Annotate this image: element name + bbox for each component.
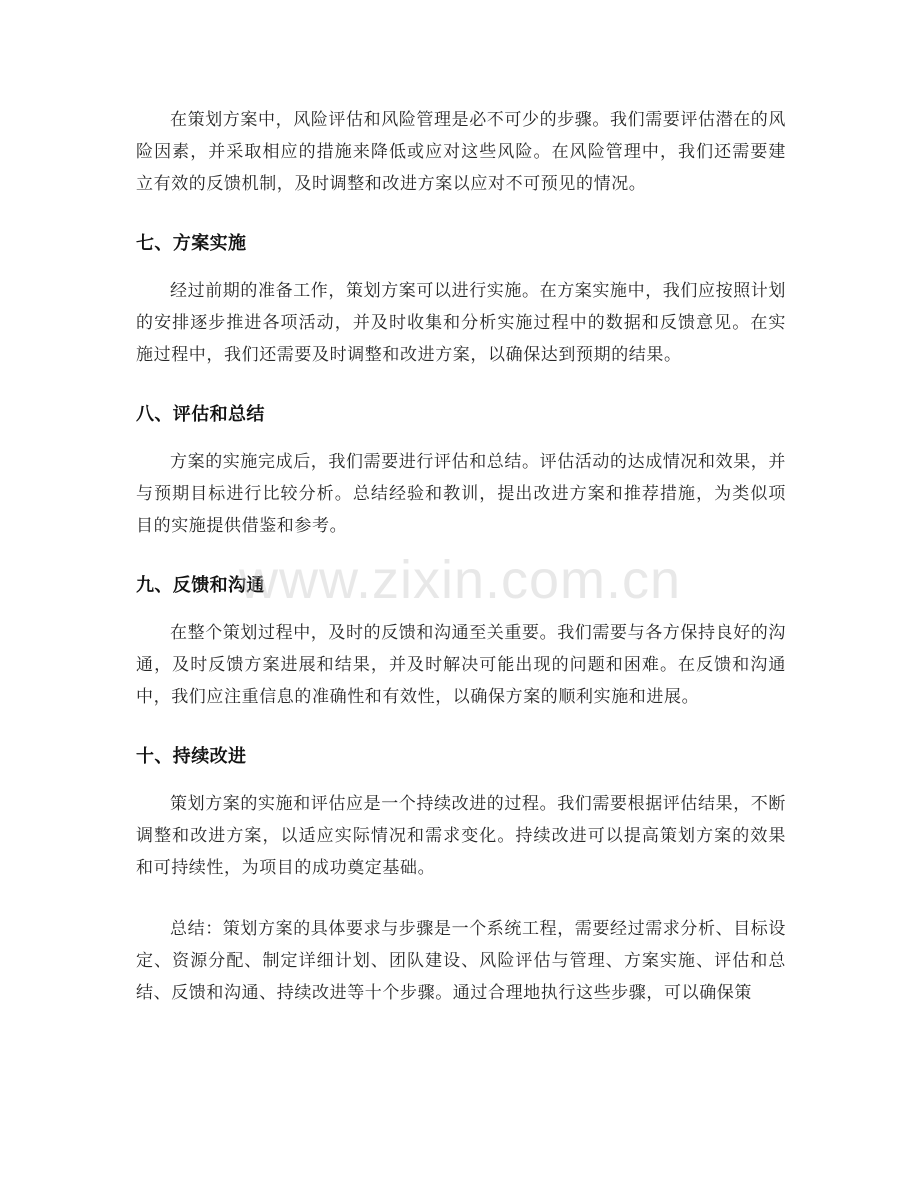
watermark-text: www.zixin.com.cn: [238, 550, 682, 610]
document-body: [136, 104, 786, 1038]
paragraph-continuous-improvement: 策划方案的实施和评估应是一个持续改进的过程。我们需要根据评估结果，不断调整和改进方案，以适应实际情况和需求变化。持续改进可以提高策划方案的效果和可持续性，为项目的成功奠定基础。: [136, 794, 786, 878]
heading-section-10: 十、持续改进: [136, 746, 247, 767]
paragraph-feedback: 在整个策划过程中，及时的反馈和沟通至关重要。我们需要与各方保持良好的沟通，及时反馈方案进展和结果，并及时解决可能出现的问题和困难。在反馈和沟通中，我们应注重信息的准确性和有效性，以确保方案的顺利实施和进展。: [136, 623, 786, 707]
paragraph-evaluation: 方案的实施完成后，我们需要进行评估和总结。评估活动的达成情况和效果，并与预期目标进行比较分析。总结经验和教训，提出改进方案和推荐措施，为类似项目的实施提供借鉴和参考。: [136, 452, 786, 536]
paragraph-summary: 总结：策划方案的具体要求与步骤是一个系统工程，需要经过需求分析、目标设定、资源分配、制定详细计划、团队建设、风险评估与管理、方案实施、评估和总结、反馈和沟通、持续改进等十个步骤。通过合理地执行这些步骤，可以确保策: [136, 919, 786, 1003]
heading-section-7: 七、方案实施: [136, 233, 247, 254]
heading-section-8: 八、评估和总结: [136, 404, 265, 425]
heading-section-9: 九、反馈和沟通: [136, 575, 265, 596]
paragraph-risk-management: 在策划方案中，风险评估和风险管理是必不可少的步骤。我们需要评估潜在的风险因素，并采取相应的措施来降低或应对这些风险。在风险管理中，我们还需要建立有效的反馈机制，及时调整和改进方案以应对不可预见的情况。: [136, 110, 786, 194]
paragraph-implementation: 经过前期的准备工作，策划方案可以进行实施。在方案实施中，我们应按照计划的安排逐步推进各项活动，并及时收集和分析实施过程中的数据和反馈意见。在实施过程中，我们还需要及时调整和改进方案，以确保达到预期的结果。: [136, 281, 786, 365]
